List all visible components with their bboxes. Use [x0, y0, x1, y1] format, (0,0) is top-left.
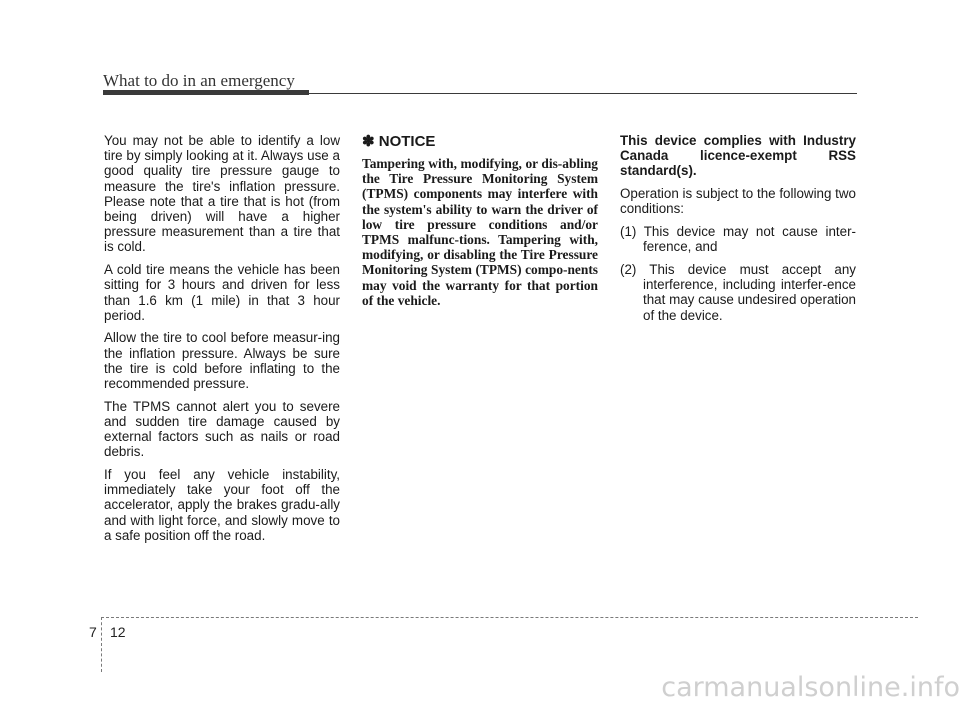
paragraph: You may not be able to identify a low tire by simply looking at it. Always use a good quality tire pressure gauge to measure the tire's inflation pressure. Please note that a tire that is hot (from being driven) will have a higher pressure measurement than a tire that is cold.: [104, 133, 340, 255]
paragraph: Allow the tire to cool before measur-ing the inflation pressure. Always be sure the tire is cold before inflating to the recommended pressure.: [104, 330, 340, 392]
section-title: What to do in an emergency: [103, 71, 295, 90]
watermark: carmanualsonline.info: [661, 672, 960, 703]
header-rule: [309, 93, 857, 94]
paragraph: The TPMS cannot alert you to severe and sudden tire damage caused by external factors such as nails or road debris.: [104, 398, 340, 460]
condition-item: (2) This device must accept any interference, including interfer-ence that may cause undesired operation of the device.: [620, 261, 856, 323]
page-number: 12: [110, 624, 126, 640]
notice-box: [362, 133, 598, 316]
footer-divider: [101, 617, 102, 672]
text-column-3: [620, 133, 856, 330]
conditions-intro: Operation is subject to the following two conditions:: [620, 186, 856, 217]
paragraph: A cold tire means the vehicle has been sitting for 3 hours and driven for less than 1.6 km (1 mile) in that 3 hour period.: [104, 262, 340, 323]
notice-heading: ✽ NOTICE: [362, 133, 436, 150]
text-column-1: [104, 133, 340, 551]
paragraph: If you feel any vehicle instability, immediately take your foot off the accelerator, apply the brakes gradu-ally and with light force, and slowly move to a safe position off the road.: [104, 467, 340, 543]
header-accent-bar: [103, 90, 309, 95]
condition-item: (1) This device may not cause inter-ference, and: [620, 224, 856, 255]
chapter-number: 7: [89, 624, 97, 640]
notice-body: Tampering with, modifying, or dis-abling the Tire Pressure Monitoring System (TPMS) components may interfere with the system's ability to warn the driver of low tire pressure conditions and/or TPMS malfunc-tions. Tampering with, modifying, or disabling the Tire Pressure Monitoring System (TPMS) compo-nents may void the warranty for that portion of the vehicle.: [362, 156, 598, 308]
compliance-statement: This device complies with Industry Canada licence-exempt RSS standard(s).: [620, 133, 856, 179]
footer-rule: [101, 617, 918, 618]
